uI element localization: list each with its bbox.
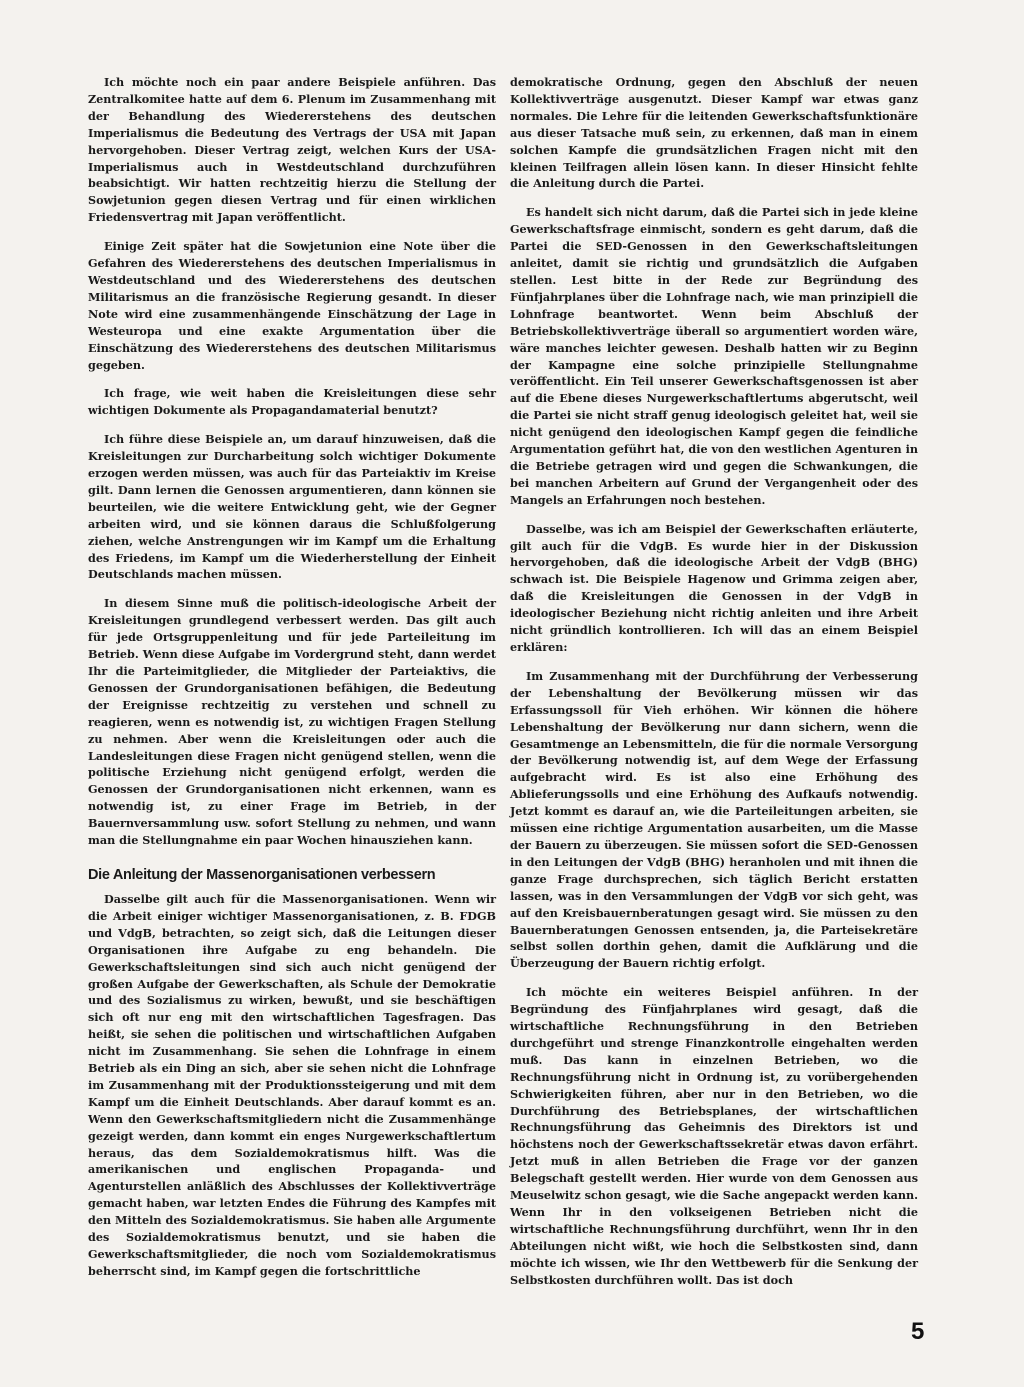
section-heading: Die Anleitung der Massenorganisationen verbessern <box>88 866 436 883</box>
paragraph: In diesem Sinne muß die politisch-ideologische Arbeit der Kreisleitungen grundlegend verbessert werden. Das gilt auch für jede Ortsgruppenleitung und für jede Parteileitung im Betrieb. Wenn diese Aufgabe im Vordergrund steht, dann werdet Ihr die Parteimitglieder, die Mitglieder der Parteiaktivs, die Genossen der Grundorganisationen befähigen, die Bedeutung der Ereignisse rechtzeitig zu verstehen und schnell zu reagieren, wenn es notwendig ist, zu wichtigen Fragen Stellung zu nehmen. Aber wenn die Kreisleitungen oder auch die Landesleitungen diese Fragen nicht genügend stellen, wenn die politische Erziehung nicht genügend erfolgt, werden die Genossen der Grundorganisationen nicht erkennen, wann es notwendig ist, zu einer Frage im Betrieb, in der Bauernversammlung usw. sofort Stellung zu nehmen, und wann man die Stellungnahme ein paar Wochen hinausziehen kann. <box>88 596 496 848</box>
paragraph: Ich frage, wie weit haben die Kreisleitungen diese sehr wichtigen Dokumente als Propagandamaterial benutzt? <box>88 386 496 418</box>
paragraph: Im Zusammenhang mit der Durchführung der Verbesserung der Lebenshaltung der Bevölkerung müssen wir das Erfassungssoll für Vieh erhöhen. Wir können die höhere Lebenshaltung der Bevölkerung nur dann sichern, wenn die Gesamtmenge an Lebensmitteln, die für die normale Versorgung der Bevölkerung notwendig ist, auf dem Wege der Erfassung aufgebracht wird. Es ist also eine Erhöhung des Ablieferungssolls und eine Erhöhung des Aufkaufs notwendig. Jetzt kommt es darauf an, wie die Parteileitungen arbeiten, sie müssen eine richtige Argumentation ausarbeiten, um die Masse der Bauern zu überzeugen. Sie müssen sofort die SED-Genossen in den Leitungen der VdgB (BHG) heranholen und mit ihnen die ganze Frage durchsprechen, sich täglich Bericht erstatten lassen, was in den Versammlungen der VdgB vor sich geht, was auf den Kreisbauernberatungen gesagt wird. Sie müssen zu den Bauernberatungen Genossen entsenden, ja, die Parteisekretäre selbst sollen dorthin gehen, damit die Aufklärung und die Überzeugung der Bauern richtig erfolgt. <box>510 668 918 971</box>
paragraph: Ich möchte noch ein paar andere Beispiele anführen. Das Zentralkomitee hatte auf dem 6. Plenum im Zusammenhang mit der Behandlung des Wiedererstehens des deutschen Imperialismus die Bedeutung des Vertrags der USA mit Japan hervorgehoben. Dieser Vertrag zeigt, welchen Kurs der USA-Imperialismus auch in Westdeutschland durchzuführen beabsichtigt. Wir hatten rechtzeitig hierzu die Stellung der Sowjetunion gegen diesen Vertrag und für einen wirklichen Friedensvertrag mit Japan veröffentlicht. <box>88 75 496 225</box>
left-column <box>88 74 496 1292</box>
paragraph: Ich führe diese Beispiele an, um darauf hinzuweisen, daß die Kreisleitungen zur Durcharbeitung solch wichtiger Dokumente erzogen werden müssen, was auch für das Parteiaktiv im Kreise gilt. Dann lernen die Genossen argumentieren, dann können sie beurteilen, wie die weitere Entwicklung geht, wie der Gegner arbeiten wird, und sie können daraus die Schlußfolgerung ziehen, welche Anstrengungen wir im Kampf um die Erhaltung des Friedens, im Kampf um die Wiederherstellung der Einheit Deutschlands machen müssen. <box>88 432 496 582</box>
paragraph: Es handelt sich nicht darum, daß die Partei sich in jede kleine Gewerkschaftsfrage einmischt, sondern es geht darum, daß die Partei die SED-Genossen in den Gewerkschaftsleitungen anleitet, damit sie richtig und grundsätzlich die Aufgaben stellen. Lest bitte in der Rede zur Begründung des Fünfjahrplanes über die Lohnfrage nach, wie man prinzipiell die Lohnfrage beantwortet. Wenn beim Abschluß der Betriebskollektivverträge überall so argumentiert worden wäre, wäre manches leichter gewesen. Deshalb hatten wir zu Beginn der Kampagne eine solche prinzipielle Stellungnahme veröffentlicht. Ein Teil unserer Gewerkschaftsgenossen ist aber auf die Ebene dieses Nurgewerkschaftlertums abgerutscht, weil die Partei sie nicht straff genug ideologisch geleitet hat, weil sie nicht genügend den ideologischen Kampf gegen die feindliche Argumentation geführt hat, die von den westlichen Agenturen in die Betriebe getragen wird und gegen die Schwankungen, die bei manchen Arbeitern auf Grund der Vergangenheit oder des Mangels an Erfahrungen noch bestehen. <box>510 205 918 507</box>
paragraph: Ich möchte ein weiteres Beispiel anführen. In der Begründung des Fünfjahrplanes wird gesagt, daß die wirtschaftliche Rechnungsführung in den Betrieben durchgeführt und strenge Finanzkontrolle eingehalten werden muß. Das kann in einzelnen Betrieben, wo die Rechnungsführung nicht in Ordnung ist, zu vorübergehenden Schwierigkeiten führen, aber nur in den Betrieben, wo die Durchführung des Betriebsplanes, der wirtschaftlichen Rechnungsführung das Geheimnis des Direktors ist und höchstens noch der Gewerkschaftssekretär etwas davon erfährt. Jetzt muß in allen Betrieben die Frage vor der ganzen Belegschaft gestellt werden. Hier wurde von dem Genossen aus Meuselwitz schon gesagt, wie die Sache angepackt werden kann. Wenn Ihr in den volkseigenen Betrieben nicht die wirtschaftliche Rechnungsführung durchführt, wenn Ihr in den Abteilungen nicht wißt, wie hoch die Selbstkosten sind, dann möchte ich wissen, wie Ihr den Wettbewerb für die Senkung der Selbstkosten durchführen wollt. Das ist doch <box>510 985 918 1287</box>
paragraph: Dasselbe, was ich am Beispiel der Gewerkschaften erläuterte, gilt auch für die VdgB. Es wurde hier in der Diskussion hervorgehoben, daß die ideologische Arbeit der VdgB (BHG) schwach ist. Die Beispiele Hagenow und Grimma zeigen aber, daß die Kreisleitungen die Genossen in der VdgB in ideologischer Beziehung nicht richtig anleiten und ihre Arbeit nicht gründlich kontrollieren. Ich will das an einem Beispiel erklären: <box>510 521 918 654</box>
right-column <box>510 74 918 1301</box>
paragraph: Dasselbe gilt auch für die Massenorganisationen. Wenn wir die Arbeit einiger wichtiger Massenorganisationen, z. B. FDGB und VdgB, betrachten, so zeigt sich, daß die Leitungen dieser Organisationen ihre Aufgabe zu eng behandeln. Die Gewerkschaftsleitungen sind sich auch nicht genügend der großen Aufgabe der Gewerkschaften, als Schule der Demokratie und des Sozialismus zu wirken, bewußt, und sie beschäftigen sich oft nur eng mit den wirtschaftlichen Tagesfragen. Das heißt, sie sehen die politischen und wirtschaftlichen Aufgaben nicht im Zusammenhang. Sie sehen die Lohnfrage in einem Betrieb als ein Ding an sich, aber sie sehen nicht die Lohnfrage im Zusammenhang mit der Produktionssteigerung und mit dem Kampf um die Einheit Deutschlands. Aber darauf kommt es an. Wenn den Gewerkschaftsmitgliedern nicht die Zusammenhänge gezeigt werden, dann kommt ein enges Nurgewerkschaftlertum heraus, das dem Sozialdemokratismus hilft. Was die amerikanischen und englischen Propaganda- und Agenturstellen anläßlich des Abschlusses der Kollektivverträge gemacht haben, war letzten Endes die Führung des Kampfes mit den Mitteln des Sozialdemokratismus. Sie haben alle Argumente des Sozialdemokratismus benutzt, und sie haben die Gewerkschaftsmitglieder, die noch vom Sozialdemokratismus beherrscht sind, im Kampf gegen die fortschrittliche <box>88 891 496 1278</box>
page-number: 5 <box>911 1318 925 1345</box>
paragraph: Einige Zeit später hat die Sowjetunion eine Note über die Gefahren des Wiedererstehens des deutschen Imperialismus in Westdeutschland und des Wiedererstehens des deutschen Militarismus an die französische Regierung gesandt. In dieser Note wird eine zusammenhängende Einschätzung der Lage in Westeuropa und eine exakte Argumentation über die Einschätzung des Wiedererstehens des deutschen Militarismus gegeben. <box>88 239 496 372</box>
paragraph: demokratische Ordnung, gegen den Abschluß der neuen Kollektivverträge ausgenutzt. Dieser Kampf war etwas ganz normales. Die Lehre für die leitenden Gewerkschaftsfunktionäre aus dieser Tatsache muß sein, zu erkennen, daß man in einem solchen Kampfe die grundsätzlichen Fragen nicht mit den kleinen Teilfragen allein lösen kann. In dieser Hinsicht fehlte die Anleitung durch die Partei. <box>510 75 918 191</box>
